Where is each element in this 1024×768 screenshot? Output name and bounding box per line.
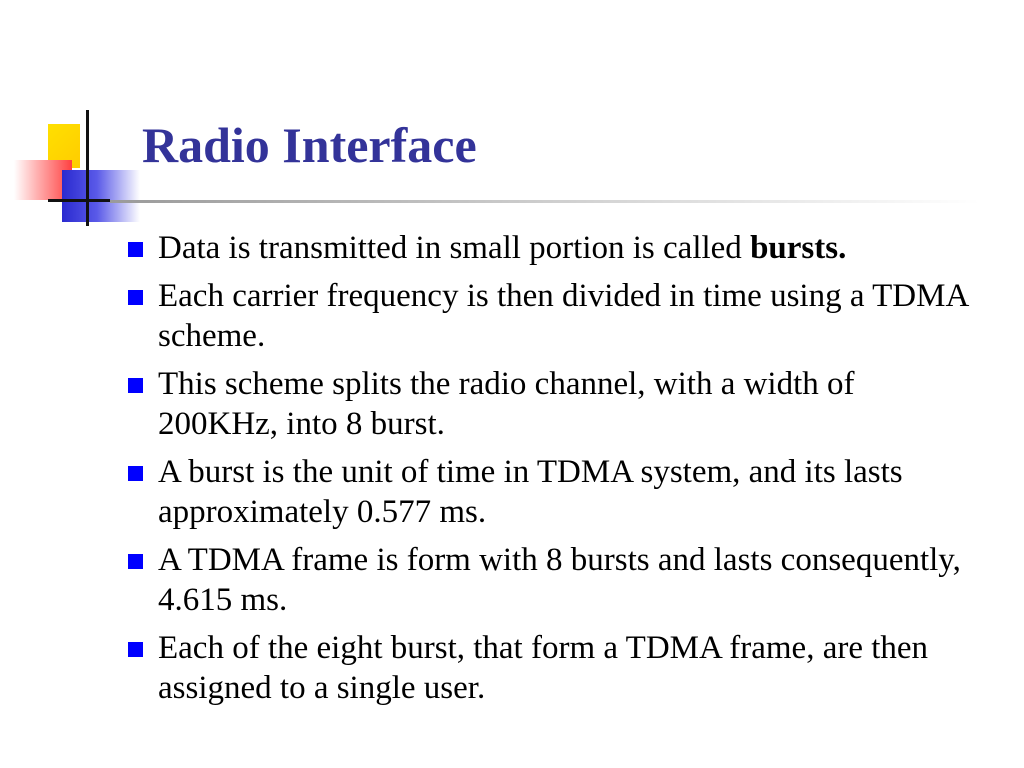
bullet-text: This scheme splits the radio channel, with a width of 200KHz, into 8 burst. [158,366,855,442]
bullet-square-icon [128,242,143,257]
slide-logo-decoration [0,0,140,240]
bullet-item [126,540,976,620]
bullet-list [126,228,976,716]
bullet-item [126,228,976,268]
bullet-text: A TDMA frame is form with 8 bursts and lasts consequently, 4.615 ms. [158,542,961,618]
bullet-square-icon [128,642,143,657]
bullet-square-icon [128,290,143,305]
bullet-text: Each of the eight burst, that form a TDMA frame, are then assigned to a single user. [158,630,929,706]
bullet-item [126,452,976,532]
bullet-square-icon [128,378,143,393]
blue-square-decoration [62,170,140,222]
bullet-item [126,276,976,356]
bullet-bold-text: bursts. [750,230,847,266]
slide-title: Radio Interface [142,117,477,173]
bullet-square-icon [128,554,143,569]
horizontal-line-decoration [48,199,110,202]
bullet-text: A burst is the unit of time in TDMA system, and its lasts approximately 0.577 ms. [158,454,903,530]
bullet-item [126,364,976,444]
bullet-item [126,628,976,708]
title-underline [110,200,980,203]
bullet-text: Data is transmitted in small portion is called [158,230,742,266]
bullet-text: Each carrier frequency is then divided in time using a TDMA scheme. [158,278,968,354]
bullet-square-icon [128,466,143,481]
vertical-line-decoration [86,110,89,226]
